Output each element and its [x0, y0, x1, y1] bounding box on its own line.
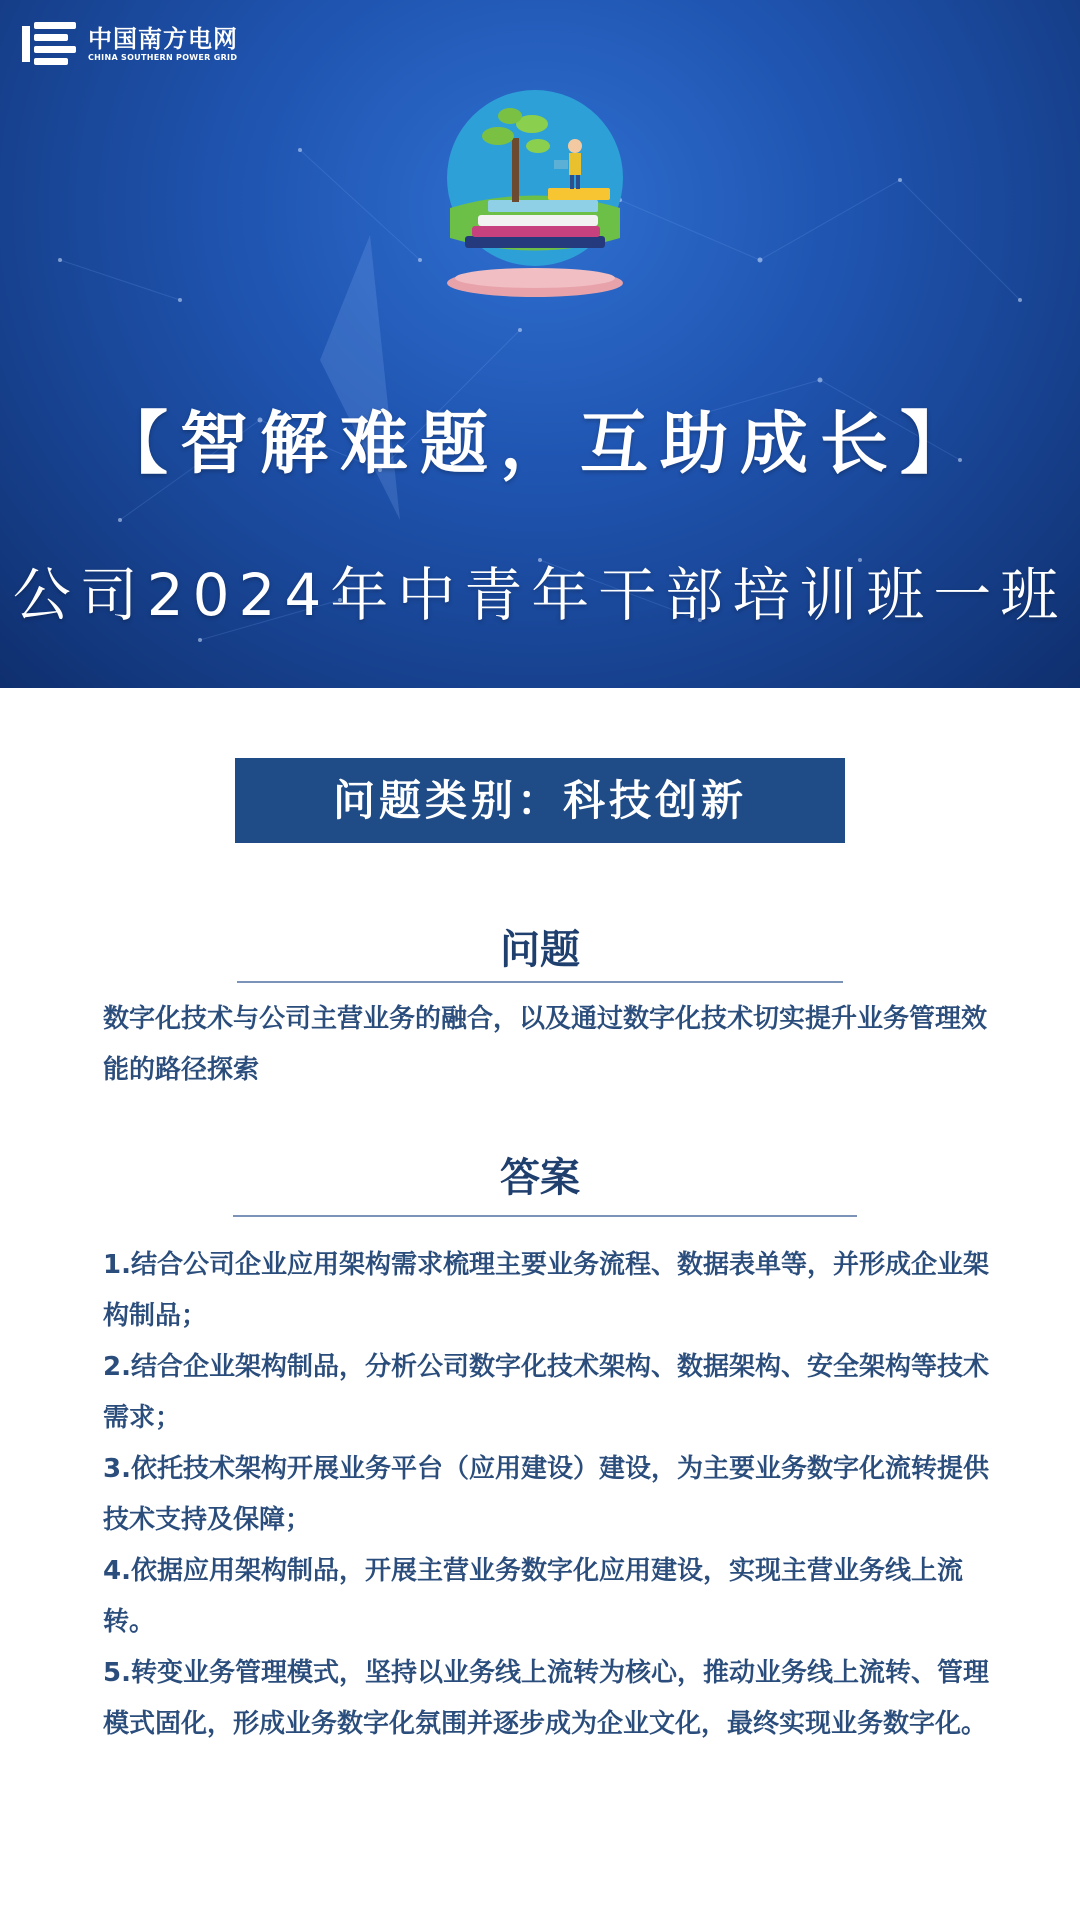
power-grid-logo-icon — [22, 18, 78, 70]
tree-books-illustration-icon — [440, 88, 630, 308]
answer-item: 3.依托技术架构开展业务平台（应用建设）建设，为主要业务数字化流转提供技术支持及保障； — [103, 1454, 989, 1535]
banner-title: 【智解难题，互助成长】 — [99, 405, 980, 484]
answer-divider — [233, 1215, 857, 1217]
question-heading: 问题 — [500, 927, 580, 973]
answer-heading: 答案 — [500, 1155, 580, 1201]
answer-item: 1.结合公司企业应用架构需求梳理主要业务流程、数据表单等，并形成企业架构制品； — [103, 1250, 989, 1331]
brand-name-en: CHINA SOUTHERN POWER GRID — [88, 53, 238, 62]
brand-name-cn: 中国南方电网 — [88, 25, 238, 53]
question-divider — [237, 981, 843, 983]
answer-item: 5.转变业务管理模式，坚持以业务线上流转为核心，推动业务线上流转、管理模式固化，形成业务数字化氛围并逐步成为企业文化，最终实现业务数字化。 — [103, 1658, 989, 1739]
brand-logo — [22, 18, 238, 70]
answer-list — [103, 1240, 1003, 1750]
category-badge: 问题类别：科技创新 — [235, 758, 845, 843]
answer-item: 4.依据应用架构制品，开展主营业务数字化应用建设，实现主营业务线上流转。 — [103, 1556, 963, 1637]
banner-subtitle: 公司2024年中青年干部培训班一班 — [12, 561, 1068, 629]
header-banner — [0, 0, 1080, 688]
question-text: 数字化技术与公司主营业务的融合，以及通过数字化技术切实提升业务管理效能的路径探索 — [103, 1004, 988, 1085]
answer-item: 2.结合企业架构制品，分析公司数字化技术架构、数据架构、安全架构等技术需求； — [103, 1352, 989, 1433]
